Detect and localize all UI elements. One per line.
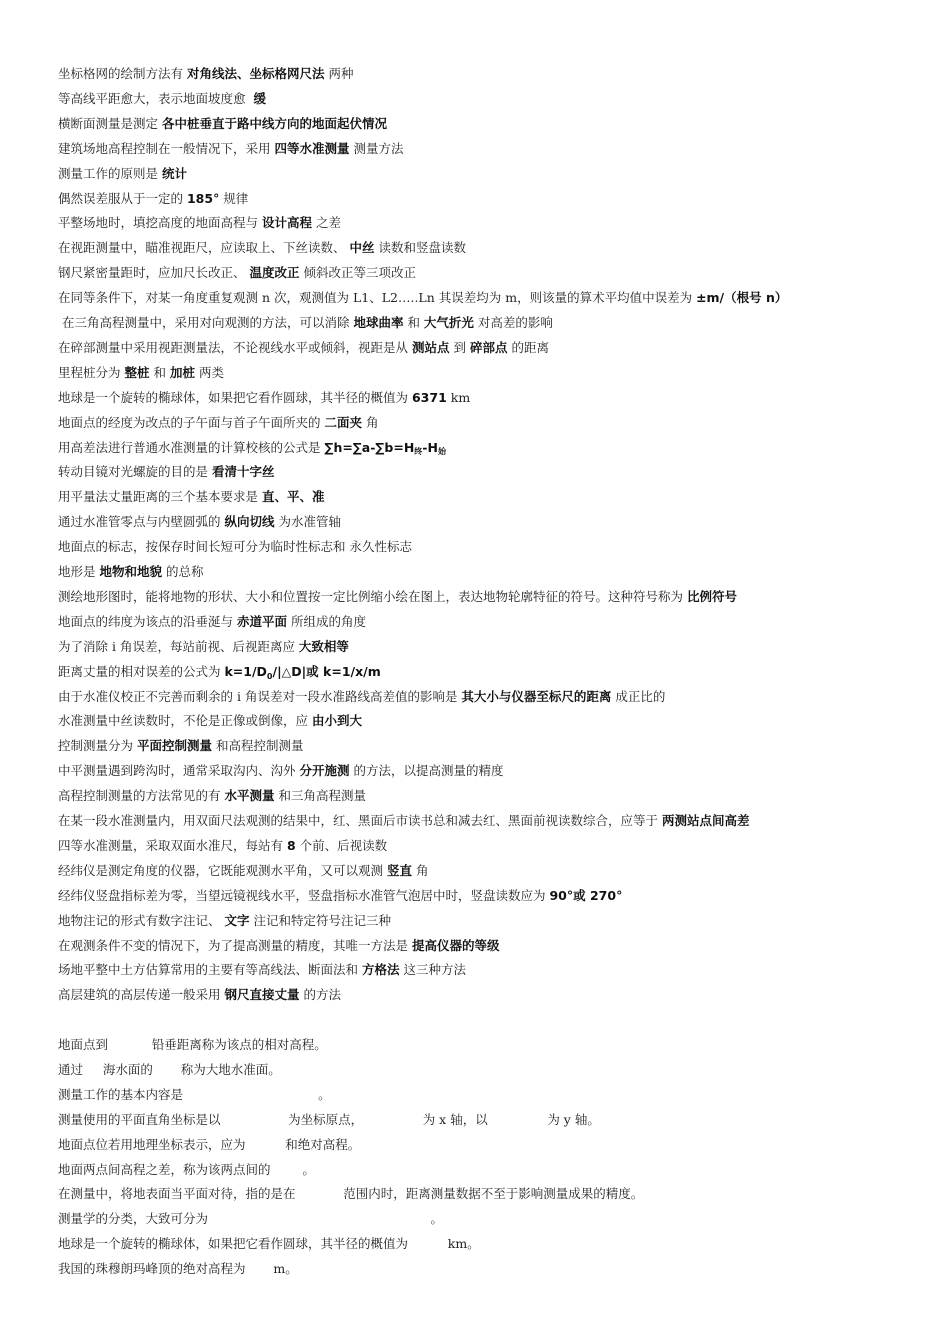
lines-line <box>58 289 787 307</box>
question-text: 距离丈量的相对误差的公式为 <box>58 663 225 679</box>
lines-line <box>58 688 665 706</box>
answer-text: 比例符号 <box>686 588 737 604</box>
lines-line <box>58 513 341 531</box>
question-text: 钢尺紧密量距时，应加尺长改正、 <box>58 265 250 281</box>
question-text: 这三种方法 <box>399 962 466 978</box>
question-text: 偶然误差服从于一定的 <box>58 190 187 206</box>
question-text: 通过 <box>58 1061 84 1077</box>
question-text: 经纬仪是测定角度的仪器，它既能观测水平角，又可以观测 <box>58 862 387 878</box>
question-text: 倾斜改正等三项改正 <box>299 265 416 281</box>
answer-text: 水平测量 <box>224 788 275 804</box>
answer-text: 两测站点间高差 <box>661 813 750 828</box>
question-text <box>296 1186 344 1201</box>
answer-text: 终 <box>414 446 423 456</box>
question-text: 成正比的 <box>611 688 666 704</box>
lines-line <box>58 414 378 432</box>
question-text: 地球是一个旋转的椭球体，如果把它看作圆球，其半径的概值为 <box>58 389 412 405</box>
question-text: 里程桩分为 <box>58 364 125 380</box>
lines-line <box>58 961 466 979</box>
answer-text: 大气折光 <box>423 315 474 330</box>
question-text: 读数和竖盘读数 <box>374 240 466 256</box>
answer-text: 方格法 <box>361 962 400 978</box>
question-text <box>488 1112 548 1127</box>
answer-text: 缓 <box>253 90 266 106</box>
answer-text: 四等水准测量 <box>274 140 350 156</box>
blanks-line <box>58 1111 600 1129</box>
question-text: 在视距测量中，瞄准视距尺，应读取上、下丝读数、 <box>58 240 350 256</box>
answer-text: k=1/D <box>224 663 267 679</box>
question-text: 四等水准测量，采取双面水准尺，每站有 <box>58 837 287 853</box>
question-text: 经纬仪竖盘指标差为零，当望远镜视线水平，竖盘指标水准管气泡居中时，竖盘读数应为 <box>58 887 550 903</box>
answer-text: 直、平、准 <box>261 489 325 505</box>
blanks-line <box>58 1260 298 1278</box>
answer-text: 各中桩垂直于路中线方向的地面起伏情况 <box>161 115 387 131</box>
lines-line <box>58 588 737 606</box>
answer-text: 设计高程 <box>261 215 312 231</box>
question-text <box>408 1236 448 1251</box>
lines-line <box>58 165 187 183</box>
lines-line <box>58 264 416 282</box>
question-text: 横断面测量是测定 <box>58 115 162 131</box>
question-text: 两类 <box>194 364 224 380</box>
answer-text: 统计 <box>161 165 187 181</box>
question-text: 测量工作的基本内容是 <box>58 1086 184 1102</box>
lines-line <box>58 712 362 730</box>
answer-text: 平面控制测量 <box>136 738 212 754</box>
question-text: 地面点位若用地理坐标表示，应为 <box>58 1136 246 1152</box>
answer-text: 始 <box>437 446 446 456</box>
question-text: 测量方法 <box>349 140 404 156</box>
lines-line <box>58 837 387 855</box>
question-text: 和高程控制测量 <box>212 738 304 754</box>
answer-text: 碎部点 <box>469 339 508 355</box>
blanks-line <box>58 1061 281 1079</box>
question-text: km <box>446 389 471 405</box>
lines-line <box>58 737 303 755</box>
answer-text: 纵向切线 <box>224 514 275 530</box>
lines-line <box>58 787 366 805</box>
question-text: 为水准管轴 <box>274 514 341 530</box>
lines-line <box>58 986 341 1004</box>
answer-text: 由小到大 <box>311 713 362 729</box>
question-text: 高层建筑的高层传递一般采用 <box>58 987 225 1003</box>
lines-line <box>58 65 353 83</box>
question-text <box>246 1137 286 1152</box>
lines-line <box>58 887 622 905</box>
lines-line <box>58 214 341 232</box>
answer-text: 文字 <box>224 912 250 928</box>
question-text: 为了消除 i 角误差，每站前视、后视距离应 <box>58 638 299 654</box>
question-text: 通过水准管零点与内壁圆弧的 <box>58 514 225 530</box>
question-text: 。 <box>302 1161 315 1177</box>
question-text <box>363 1112 423 1127</box>
question-text: 和 <box>403 315 424 330</box>
lines-line <box>58 140 403 158</box>
question-text: 我国的珠穆朗玛峰顶的绝对高程为 <box>58 1261 246 1277</box>
answer-text: -H <box>422 439 438 455</box>
question-text <box>246 1261 274 1276</box>
question-text: 在观测条件不变的情况下，为了提高测量的精度，其唯一方法是 <box>58 937 412 953</box>
answer-text: 加桩 <box>169 364 195 380</box>
lines-line <box>58 762 503 780</box>
question-text: km。 <box>447 1236 480 1252</box>
blanks-line <box>58 1210 443 1228</box>
question-text: 在测量中，将地表面当平面对待，指的是在 <box>58 1186 296 1202</box>
answer-text: 8 <box>286 837 296 853</box>
question-text <box>153 1062 181 1077</box>
question-text: 铅垂距离称为该点的相对高程。 <box>151 1037 327 1052</box>
answer-text: 6371 <box>411 389 447 405</box>
question-text <box>83 1062 103 1077</box>
question-text: 测量使用的平面直角坐标是以 <box>58 1111 221 1127</box>
question-text <box>208 1211 431 1226</box>
question-text: 高程控制测量的方法常见的有 <box>58 788 225 804</box>
question-text: 和三角高程测量 <box>274 788 366 804</box>
lines-line <box>58 912 391 930</box>
answer-text: ±m/（根号 n） <box>696 290 788 306</box>
answer-text: 0 <box>266 671 273 681</box>
lines-line <box>58 364 224 382</box>
lines-line <box>58 663 381 686</box>
lines-line <box>58 463 275 481</box>
lines-line <box>58 862 428 880</box>
lines-line <box>58 638 349 656</box>
answer-text: 其大小与仪器至标尺的距离 <box>461 688 612 704</box>
question-text: 地面点的经度为改点的子午面与首子午面所夹的 <box>58 414 325 430</box>
question-text: 为 y 轴。 <box>547 1111 600 1127</box>
question-text: 个前、后视读数 <box>295 837 388 853</box>
question-text: 到 <box>449 339 470 355</box>
lines-line <box>58 90 266 108</box>
answer-text: 分开施测 <box>299 763 350 779</box>
question-text: 地面两点间高程之差，称为该两点间的 <box>58 1161 271 1177</box>
question-text: 平整场地时，填挖高度的地面高程与 <box>58 215 262 231</box>
answer-text: 温度改正 <box>249 265 300 281</box>
lines-line <box>58 812 750 830</box>
answer-text: 90°或 270° <box>549 887 623 903</box>
question-text: 转动目镜对光螺旋的目的是 <box>58 464 212 480</box>
question-text: 。 <box>430 1211 444 1227</box>
question-text: 建筑场地高程控制在一般情况下，采用 <box>58 140 275 156</box>
question-text: 在碎部测量中采用视距测量法，不论视线水平或倾斜，视距是从 <box>58 339 412 355</box>
question-text: 地面点到 <box>58 1037 109 1052</box>
question-text: 场地平整中土方估算常用的主要有等高线法、断面法和 <box>58 962 362 978</box>
lines-line <box>58 115 387 133</box>
question-text: 。 <box>318 1086 331 1102</box>
question-text: 的方法，以提高测量的精度 <box>349 763 504 779</box>
question-text <box>221 1112 289 1127</box>
question-text: 和 <box>149 364 170 380</box>
question-text <box>108 1037 152 1052</box>
question-text: 范围内时，距离测量数据不至于影响测量成果的精度。 <box>343 1186 644 1202</box>
answer-text: 竖直 <box>386 862 412 878</box>
question-text: 称为大地水准面。 <box>180 1061 281 1077</box>
blanks-line <box>58 1136 360 1154</box>
question-text: 地物注记的形式有数字注记、 <box>58 912 225 928</box>
question-text: 测绘地形图时，能将地物的形状、大小和位置按一定比例缩小绘在图上，表达地物轮廓特征的符号。这种符号称为 <box>58 588 687 604</box>
answer-text: 提高仪器的等级 <box>411 937 500 953</box>
question-text: 海水面的 <box>102 1061 153 1077</box>
question-text: 在同等条件下，对某一角度重复观测 n 次，观测值为 L1、L2…..Ln 其误差均为 m，则该量的算术平均值中误差为 <box>58 290 697 306</box>
question-text <box>183 1087 318 1102</box>
lines-line <box>58 439 446 461</box>
question-text: 规律 <box>219 190 249 206</box>
question-text: 用平量法丈量距离的三个基本要求是 <box>58 489 262 505</box>
question-text: 角 <box>362 414 379 430</box>
question-text: 两种 <box>324 66 354 81</box>
question-text: 由于水准仪校正不完善而剩余的 i 角误差对一段水准路线高差值的影响是 <box>58 688 462 704</box>
question-text: 中平测量遇到跨沟时，通常采取沟内、沟外 <box>58 763 300 779</box>
answer-text: 大致相等 <box>298 638 349 654</box>
blanks-line <box>58 1161 315 1179</box>
lines-line <box>58 937 500 955</box>
question-text: 坐标格网的绘制方法有 <box>58 66 187 81</box>
lines-line <box>58 563 203 581</box>
lines-line <box>58 488 325 506</box>
question-text: 水准测量中丝读数时，不伦是正像或倒像，应 <box>58 713 312 729</box>
question-text: 在某一段水准测量内，用双面尺法观测的结果中，红、黑面后市读书总和减去红、黑面前视读数综合，应等于 <box>58 813 662 828</box>
question-text: 的总称 <box>162 564 204 579</box>
question-text: 地球是一个旋转的椭球体，如果把它看作圆球，其半径的概值为 <box>58 1236 409 1252</box>
question-text: 和绝对高程。 <box>285 1136 361 1152</box>
lines-line <box>58 339 549 357</box>
blanks-line <box>58 1036 327 1054</box>
lines-line <box>58 613 366 631</box>
answer-text: 185° <box>186 190 220 206</box>
answer-text: 地球曲率 <box>353 315 404 330</box>
question-text: 地形是 <box>58 564 100 579</box>
question-text: 之差 <box>312 215 341 231</box>
answer-text: 看清十字丝 <box>211 464 275 480</box>
question-text: 地面点的标志，按保存时间长短可分为临时性标志和 永久性标志 <box>58 539 412 555</box>
answer-text: 对角线法、坐标格网尺法 <box>186 66 325 81</box>
answer-text: 赤道平面 <box>236 613 287 629</box>
question-text: 为 x 轴，以 <box>422 1111 488 1127</box>
question-text: 为坐标原点， <box>288 1111 364 1127</box>
question-text: 的方法 <box>299 987 341 1003</box>
lines-line <box>58 190 248 208</box>
question-text: 的距离 <box>507 339 549 355</box>
lines-line <box>58 389 470 407</box>
question-text: 角 <box>412 862 429 878</box>
answer-text: /|△D|或 k=1/x/m <box>272 663 381 679</box>
answer-text: ∑h=∑a-∑b=H <box>324 439 415 455</box>
answer-text: 测站点 <box>411 339 450 355</box>
question-text: 测量工作的原则是 <box>58 165 162 181</box>
blanks-line <box>58 1086 331 1104</box>
question-text: 对高差的影响 <box>473 315 553 330</box>
question-text: 等高线平距愈大，表示地面坡度愈 <box>58 90 254 106</box>
answer-text: 整桩 <box>124 364 150 380</box>
question-text: 注记和特定符号注记三种 <box>249 912 391 928</box>
question-text: 控制测量分为 <box>58 738 137 754</box>
question-text: 用高差法进行普通水准测量的计算校核的公式是 <box>58 439 325 455</box>
lines-line <box>58 239 466 257</box>
blanks-line <box>58 1235 480 1253</box>
question-text <box>271 1162 303 1177</box>
answer-text: 钢尺直接丈量 <box>224 987 300 1003</box>
lines-line <box>58 538 412 556</box>
answer-text: 二面夹 <box>324 414 362 430</box>
question-text: 测量学的分类，大致可分为 <box>58 1211 209 1227</box>
lines-line <box>58 314 553 332</box>
question-text: 地面点的纬度为该点的沿垂涎与 <box>58 613 237 629</box>
answer-text: 地物和地貌 <box>99 564 162 579</box>
question-text: 在三角高程测量中，采用对向观测的方法，可以消除 <box>58 315 354 330</box>
blanks-line <box>58 1185 643 1203</box>
question-text: m。 <box>273 1261 298 1277</box>
question-text: 所组成的角度 <box>287 613 366 629</box>
answer-text: 中丝 <box>349 240 375 256</box>
